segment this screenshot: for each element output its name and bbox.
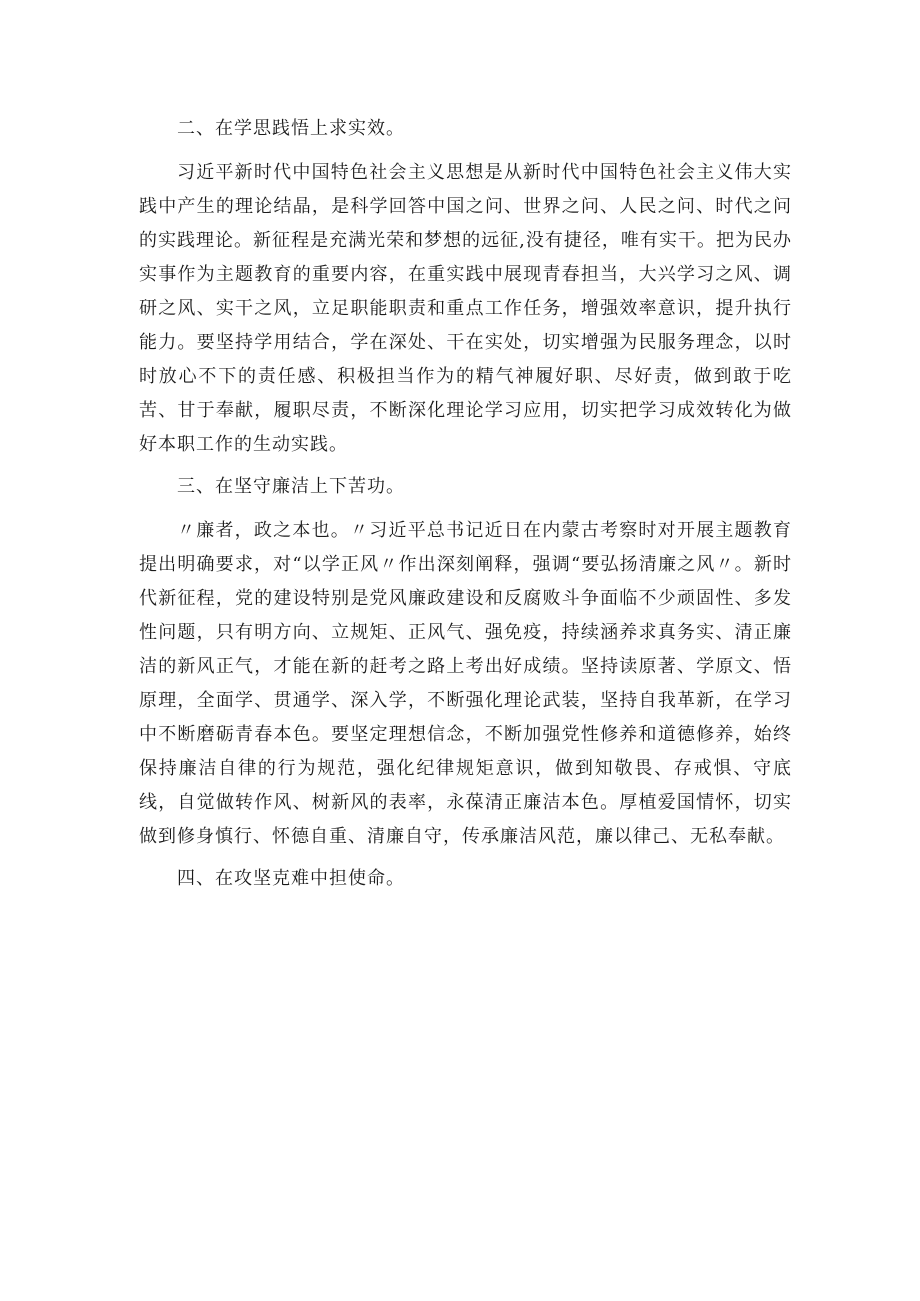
section-heading-3: 三、在坚守廉洁上下苦功。 bbox=[177, 476, 405, 497]
section-paragraph-3: 〃廉者，政之本也。〃习近平总书记近日在内蒙古考察时对开展主题教育提出明确要求，对“以学正风〃作出深刻阐释，强调“要弘扬清廉之风〃。新时代新征程，党的建设特别是党风廉政建设和反腐败斗争面临不少顽固性、多发性问题，只有明方向、立规矩、正风气、强免疫，持续涵养求真务实、清正廉洁的新风正气，才能在新的赶考之路上考出好成绩。坚持读原著、学原文、悟原理，全面学、贯通学、深入学，不断强化理论武装，坚持自我革新，在学习中不断磨砺青春本色。要坚定理想信念，不断加强党性修养和道德修养，始终保持廉洁自律的行为规范，强化纪律规矩意识，做到知敬畏、存戒惧、守底线，自觉做转作风、树新风的表率，永葆清正廉洁本色。厚植爱国情怀，切实做到修身慎行、怀德自重、清廉自守，传承廉洁风范，廉以律己、无私奉献。 bbox=[139, 520, 792, 847]
section-heading-2: 二、在学思践悟上求实效。 bbox=[177, 118, 405, 139]
section-heading-4: 四、在攻坚克难中担使命。 bbox=[177, 868, 405, 889]
document-body bbox=[139, 112, 792, 906]
section-paragraph-2: 习近平新时代中国特色社会主义思想是从新时代中国特色社会主义伟大实践中产生的理论结晶，是科学回答中国之问、世界之问、人民之问、时代之问的实践理论。新征程是充满光荣和梦想的远征,没有捷径，唯有实干。把为民办实事作为主题教育的重要内容，在重实践中展现青春担当，大兴学习之风、调研之风、实干之风，立足职能职责和重点工作任务，增强效率意识，提升执行能力。要坚持学用结合，学在深处、干在实处，切实增强为民服务理念，以时时放心不下的责任感、积极担当作为的精气神履好职、尽好责，做到敢于吃苦、甘于奉献，履职尽责，不断深化理论学习应用，切实把学习成效转化为做好本职工作的生动实践。 bbox=[139, 162, 792, 455]
